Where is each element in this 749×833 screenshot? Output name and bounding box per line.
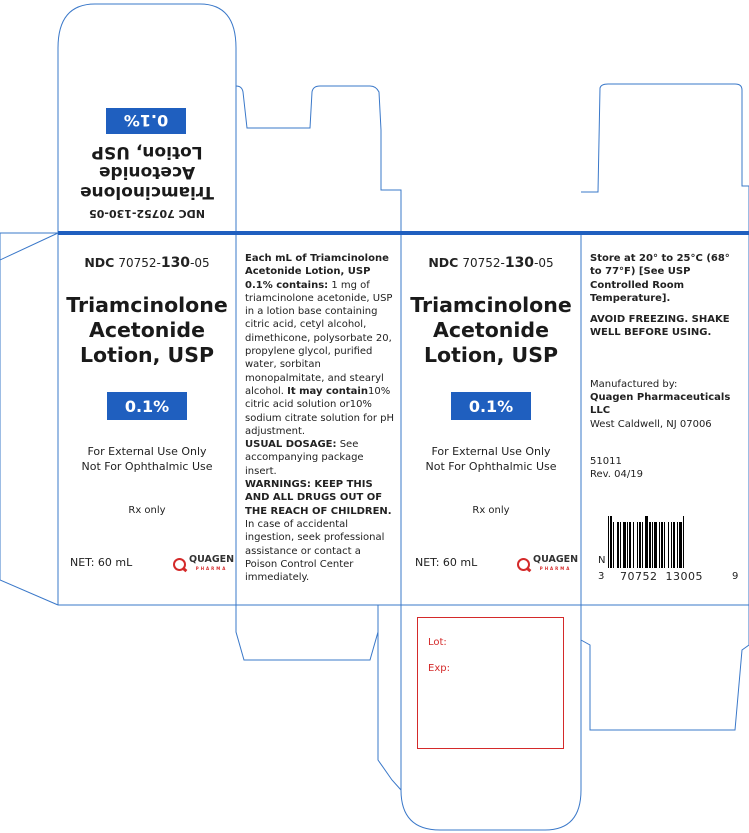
product-title-1-b: Triamcinolone — [410, 293, 572, 317]
manufactured-by-label: Manufactured by: — [590, 378, 678, 390]
product-title-3-b: Lotion, USP — [423, 343, 558, 367]
ndc-prefix-2: NDC — [428, 255, 459, 270]
external-use-label-b: For External Use Only — [431, 445, 551, 458]
product-title-2: Acetonide — [88, 318, 205, 342]
ndc-code-a: 70752- — [118, 256, 161, 270]
ophthalmic-label: Not For Ophthalmic Use — [81, 460, 213, 473]
logo-name: QUAGEN — [189, 554, 235, 565]
logo-sub-b: PHARMA — [539, 566, 572, 571]
ndc-line — [58, 255, 236, 271]
may-contain-text: 10% citric acid solution or10% sodium citrate solution for pH adjustment. — [245, 385, 394, 437]
storage-text: Store at 20° to 25°C (68° to 77°F) [See USP Controlled Room Temperature]. — [590, 253, 730, 304]
external-use-label: For External Use Only — [87, 445, 207, 458]
manufacturer-city: West Caldwell, NJ 07006 — [590, 418, 712, 430]
ndc-code-a-2: 70752- — [462, 256, 505, 270]
net-label: NET: 60 mL — [70, 556, 133, 569]
warnings-text: In case of accidental ingestion, seek professional assistance or contact a Poison Control Center immediately. — [245, 518, 385, 584]
rx-label-b: Rx only — [472, 505, 510, 516]
ndc-code-b-2: 130 — [504, 255, 535, 271]
lot-code: 51011 — [590, 455, 622, 467]
warnings-heading: WARNINGS: KEEP THIS AND ALL DRUGS OUT OF THE REACH OF CHILDREN. — [245, 479, 392, 517]
top-flap — [58, 70, 236, 220]
ingredients-heading: Each mL of Triamcinolone Acetonide Lotion, USP 0.1% contains: — [245, 253, 389, 291]
barcode-mid-digits: 70752 13005 — [620, 570, 703, 583]
barcode-bars — [608, 520, 734, 568]
ndc-line-2 — [401, 255, 581, 271]
avoid-freezing-text: AVOID FREEZING. SHAKE WELL BEFORE USING. — [590, 314, 730, 339]
barcode-n: N — [598, 555, 606, 566]
front-panel-left — [58, 233, 236, 605]
top-flap-title-2: Acetonide — [98, 162, 196, 182]
top-flap-title-3: Lotion, USP — [91, 142, 203, 162]
rx-label: Rx only — [128, 505, 166, 516]
quagen-logo-icon-b — [517, 558, 530, 571]
strength-badge: 0.1% — [107, 392, 187, 420]
product-title-2-b: Acetonide — [432, 318, 549, 342]
top-flap-ndc: NDC 70752-130-05 — [89, 207, 205, 220]
exp-label: Exp: — [428, 663, 450, 674]
may-contain-bold: It may contain — [287, 385, 368, 397]
ndc-prefix: NDC — [84, 255, 115, 270]
lot-label: Lot: — [428, 637, 447, 648]
quagen-logo-b — [517, 555, 578, 573]
ndc-code-c: -05 — [190, 256, 210, 270]
logo-name-b: QUAGEN — [533, 554, 579, 565]
barcode-right-digit: 9 — [732, 571, 739, 582]
ndc-code-c-2: -05 — [534, 256, 554, 270]
quagen-logo-icon — [173, 558, 186, 571]
revision-label: Rev. 04/19 — [590, 469, 643, 481]
ophthalmic-label-b: Not For Ophthalmic Use — [425, 460, 557, 473]
dosage-text: See accompanying package insert. — [245, 439, 364, 477]
top-flap-title-1: Triamcinolone — [80, 182, 214, 202]
storage-panel — [590, 252, 742, 482]
top-flap-strength-badge: 0.1% — [106, 108, 186, 134]
ingredients-text: 1 mg of triamcinolone acetonide, USP in a lotion base containing citric acid, cetyl alcohol, dimethicone, polysorbate 20, propylene glycol, purified water, sorbitan monopalmitate, and stearyl alcohol. — [245, 279, 393, 397]
manufacturer-name: Quagen Pharmaceuticals LLC — [590, 392, 731, 417]
ndc-code-b: 130 — [160, 255, 191, 271]
dosage-heading: USUAL DOSAGE: — [245, 439, 337, 451]
product-title-3: Lotion, USP — [79, 343, 214, 367]
barcode-bar — [684, 516, 686, 568]
barcode-left-digit: 3 — [598, 571, 605, 582]
barcode — [598, 520, 738, 584]
side-panel-ingredients — [245, 252, 395, 584]
logo-sub: PHARMA — [195, 566, 228, 571]
strength-badge-b: 0.1% — [451, 392, 531, 420]
lot-exp-box — [417, 617, 564, 749]
product-title-1: Triamcinolone — [66, 293, 228, 317]
front-panel-right — [401, 233, 581, 605]
net-label-b: NET: 60 mL — [415, 556, 478, 569]
quagen-logo — [173, 555, 234, 573]
